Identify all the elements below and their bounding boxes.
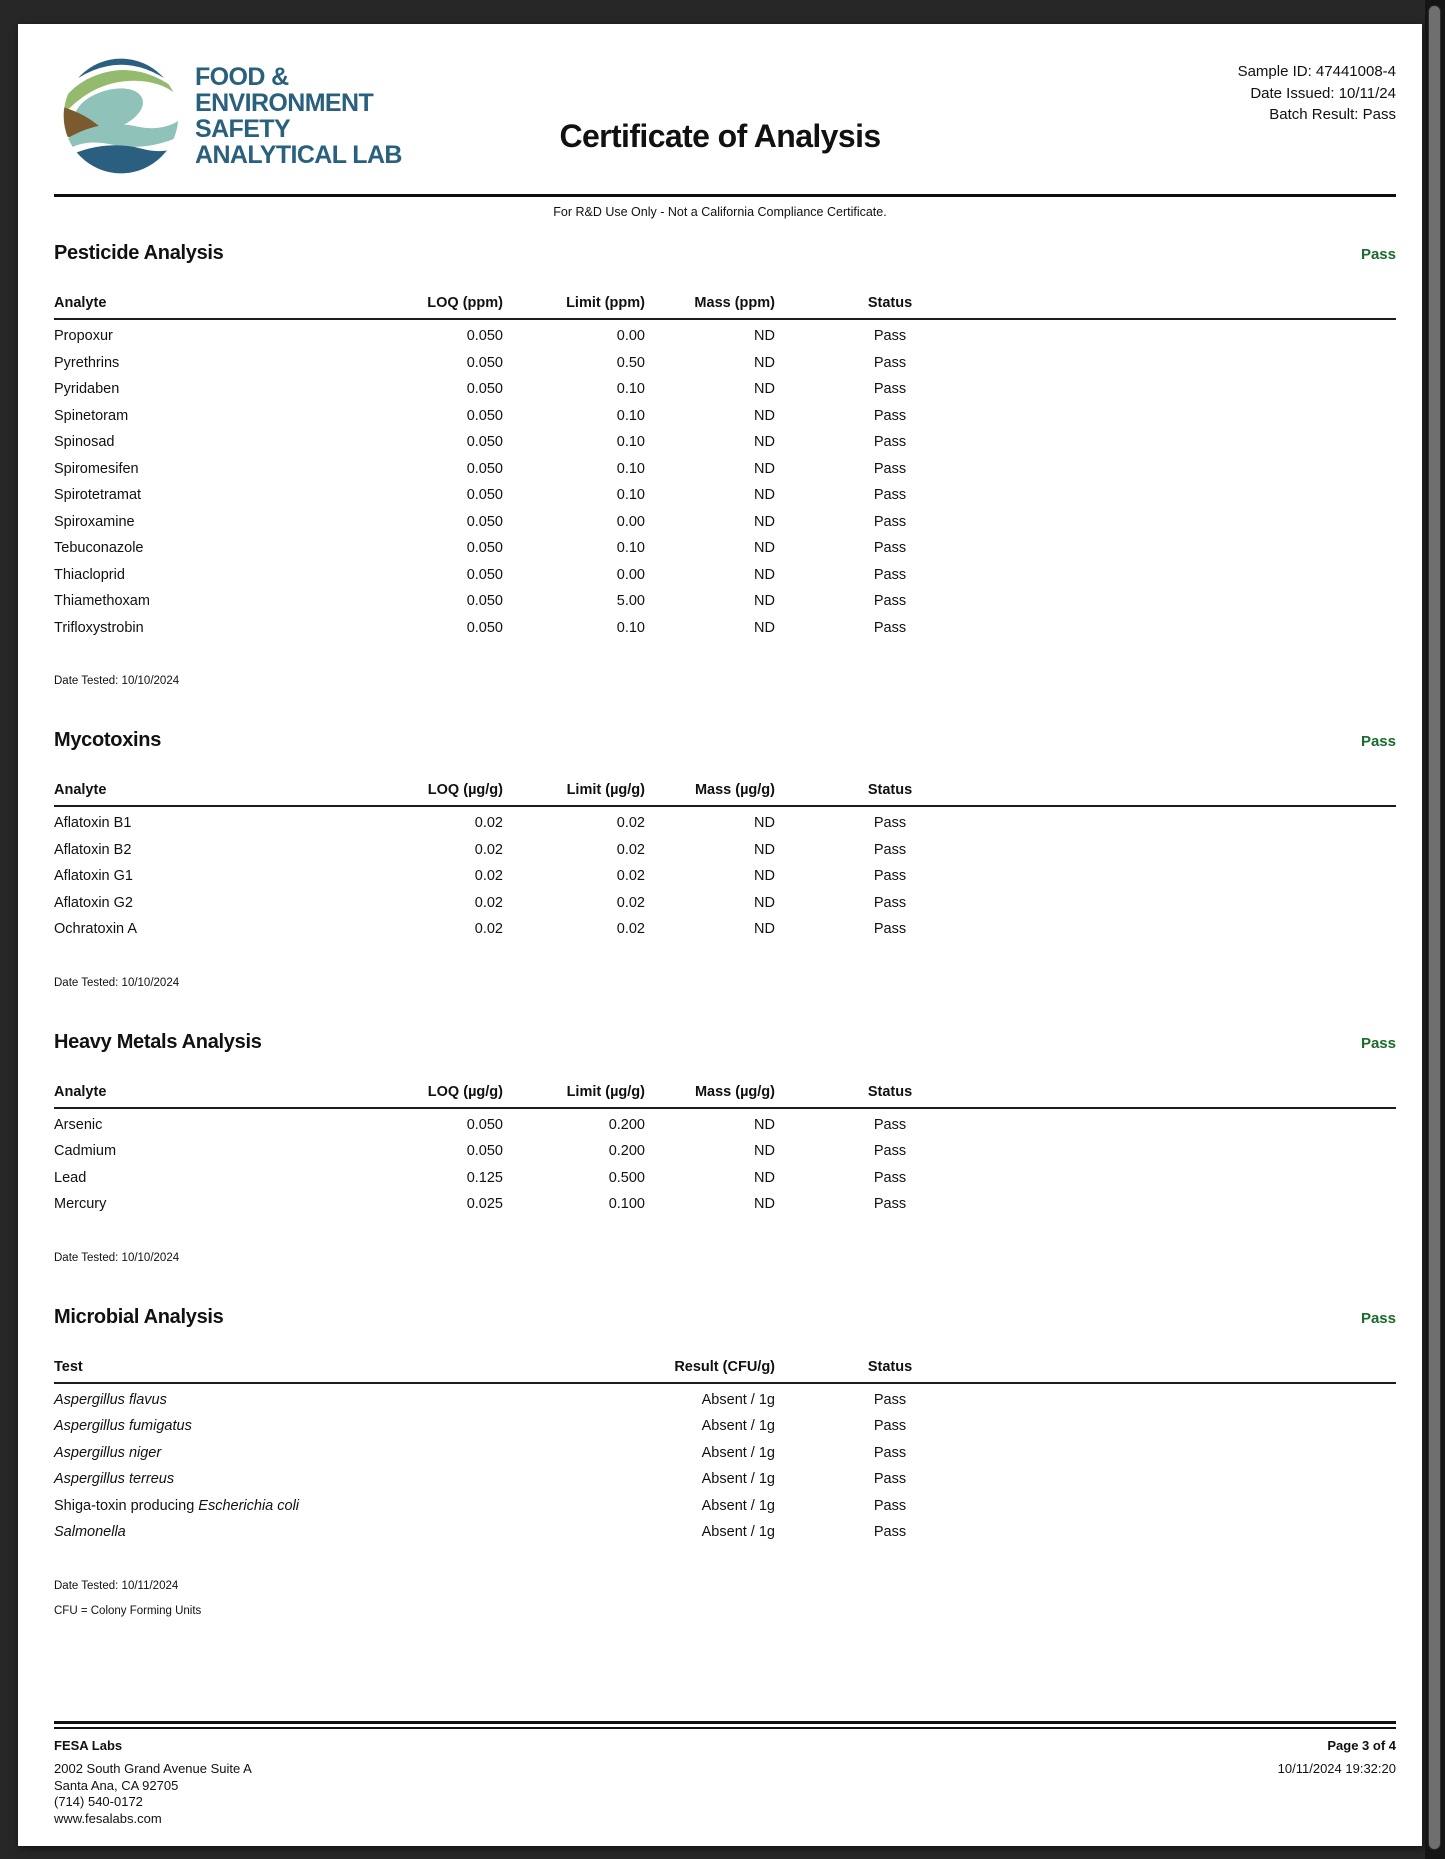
table-cell: Aspergillus flavus — [54, 1391, 167, 1408]
table-cell: 0.00 — [616, 513, 645, 530]
table-row — [54, 916, 1396, 943]
table-cell: 0.050 — [466, 460, 503, 477]
table-cell: Aspergillus fumigatus — [54, 1418, 192, 1435]
table-cell: 0.10 — [616, 407, 645, 424]
table-cell: Aflatoxin G2 — [54, 894, 133, 911]
table-cell: 0.050 — [466, 566, 503, 583]
section-status-badge: Pass — [1360, 246, 1396, 263]
table-row — [54, 1138, 1396, 1165]
table-cell: Pass — [873, 1524, 907, 1541]
microbial-table — [54, 1359, 1396, 1546]
table-cell: 0.10 — [616, 540, 645, 557]
lab-logo-icon — [60, 52, 182, 180]
section-title: Pesticide Analysis — [54, 242, 224, 264]
table-cell: Pass — [873, 921, 907, 938]
column-header: Mass (µg/g) — [694, 1083, 775, 1100]
table-cell: Pass — [873, 593, 907, 610]
section-title: Mycotoxins — [54, 729, 162, 751]
table-header-row — [54, 1359, 1396, 1384]
table-cell: Pass — [873, 1497, 907, 1514]
table-cell: Pass — [873, 487, 907, 504]
table-cell: 0.200 — [608, 1143, 645, 1160]
table-cell: Pass — [873, 1471, 907, 1488]
page-meta-block — [1278, 1738, 1396, 1827]
table-row — [54, 1191, 1396, 1218]
section-pesticide-analysis — [54, 242, 1396, 687]
table-cell: Propoxur — [54, 328, 113, 345]
table-cell: 5.00 — [616, 593, 645, 610]
table-cell: Aspergillus niger — [54, 1444, 162, 1461]
table-cell: ND — [754, 841, 775, 858]
table-cell: ND — [754, 815, 775, 832]
heavy-metals-table — [54, 1084, 1396, 1218]
table-cell: ND — [754, 921, 775, 938]
table-cell: 0.050 — [466, 513, 503, 530]
table-cell: Absent / 1g — [701, 1444, 775, 1461]
table-cell: Pass — [873, 841, 907, 858]
table-cell: Pass — [873, 460, 907, 477]
cfu-note: CFU = Colony Forming Units — [54, 1604, 202, 1617]
table-row — [54, 562, 1396, 589]
table-cell: 0.02 — [474, 841, 503, 858]
date-tested: Date Tested: 10/11/2024 — [54, 1579, 179, 1592]
table-cell: ND — [754, 619, 775, 636]
table-cell: Pass — [873, 619, 907, 636]
table-cell: Spinetoram — [54, 407, 129, 424]
lab-contact-block — [54, 1738, 252, 1827]
section-mycotoxins — [54, 729, 1396, 989]
column-header: Limit (µg/g) — [566, 782, 645, 798]
table-cell: Thiamethoxam — [54, 593, 150, 610]
table-cell: Pass — [873, 354, 907, 371]
table-cell: 0.02 — [474, 921, 503, 938]
page-number: Page 3 of 4 — [1327, 1738, 1396, 1753]
table-cell: 0.050 — [466, 328, 503, 345]
header-divider — [54, 194, 1396, 197]
table-header-row — [54, 782, 1396, 807]
table-row — [54, 376, 1396, 403]
table-cell: 0.02 — [616, 815, 645, 832]
table-cell: Pass — [873, 513, 907, 530]
date-tested: Date Tested: 10/10/2024 — [54, 675, 180, 687]
table-header-row — [54, 295, 1396, 320]
table-cell: 0.10 — [616, 434, 645, 451]
table-cell: 0.02 — [616, 921, 645, 938]
table-cell: Absent / 1g — [701, 1418, 775, 1435]
table-row — [54, 810, 1396, 837]
table-cell: ND — [754, 868, 775, 885]
table-cell: Shiga-toxin producing Escherichia coli — [54, 1497, 300, 1514]
column-header: LOQ (µg/g) — [427, 1083, 503, 1100]
table-cell: Pass — [873, 434, 907, 451]
column-header: Analyte — [54, 295, 107, 311]
table-row — [54, 535, 1396, 562]
table-cell: 0.100 — [608, 1196, 645, 1213]
date-issued: Date Issued: 10/11/24 — [1250, 84, 1396, 102]
table-cell: Absent / 1g — [701, 1524, 775, 1541]
table-cell: Absent / 1g — [701, 1391, 775, 1408]
lab-website: www.fesalabs.com — [54, 1810, 162, 1826]
table-cell: 0.02 — [474, 815, 503, 832]
viewer-scrollbar-track[interactable] — [1425, 0, 1445, 1859]
section-title: Microbial Analysis — [54, 1305, 224, 1328]
table-cell: Tebuconazole — [54, 540, 144, 557]
table-row — [54, 1413, 1396, 1440]
viewer-scrollbar-thumb[interactable] — [1428, 5, 1441, 1850]
table-cell: ND — [754, 407, 775, 424]
table-cell: 0.050 — [466, 619, 503, 636]
section-status-badge: Pass — [1360, 1309, 1396, 1327]
table-cell: Pass — [873, 894, 907, 911]
mycotoxins-table — [54, 782, 1396, 943]
table-cell: Spinosad — [54, 434, 115, 451]
column-header: LOQ (ppm) — [427, 295, 503, 311]
table-cell: ND — [754, 513, 775, 530]
column-header: Test — [54, 1358, 83, 1375]
table-cell: 0.050 — [466, 540, 503, 557]
column-header: Status — [867, 295, 913, 311]
table-cell: Salmonella — [54, 1524, 126, 1541]
table-cell: Aflatoxin B1 — [54, 815, 132, 832]
table-cell: Mercury — [54, 1196, 107, 1213]
table-cell: 0.050 — [466, 487, 503, 504]
table-cell: Cadmium — [54, 1143, 117, 1160]
table-row — [54, 1466, 1396, 1493]
document-page — [18, 24, 1422, 1846]
lab-logo — [60, 52, 402, 180]
table-cell: ND — [754, 1196, 775, 1213]
table-cell: ND — [754, 1143, 775, 1160]
table-cell: Pass — [873, 1143, 907, 1160]
sample-info — [1238, 61, 1396, 126]
table-cell: Arsenic — [54, 1116, 103, 1133]
table-cell: 0.10 — [616, 619, 645, 636]
table-cell: Pass — [873, 868, 907, 885]
table-cell: Spirotetramat — [54, 487, 142, 504]
column-header: Analyte — [54, 782, 107, 798]
table-cell: Aspergillus terreus — [54, 1471, 175, 1488]
column-header: Mass (µg/g) — [694, 782, 775, 798]
table-cell: 0.050 — [466, 593, 503, 610]
table-cell: Pass — [873, 1391, 907, 1408]
table-cell: Pass — [873, 407, 907, 424]
date-tested: Date Tested: 10/10/2024 — [54, 1251, 180, 1264]
table-cell: ND — [754, 381, 775, 398]
table-cell: 0.050 — [466, 434, 503, 451]
table-cell: ND — [754, 328, 775, 345]
table-cell: ND — [754, 894, 775, 911]
table-cell: Aflatoxin G1 — [54, 868, 133, 885]
table-cell: ND — [754, 434, 775, 451]
table-cell: 0.02 — [616, 841, 645, 858]
table-cell: Pass — [873, 1116, 907, 1133]
table-cell: 0.00 — [616, 566, 645, 583]
table-row — [54, 1519, 1396, 1546]
table-cell: ND — [754, 566, 775, 583]
table-cell: Pass — [873, 1444, 907, 1461]
table-cell: ND — [754, 1116, 775, 1133]
table-cell: 0.050 — [466, 407, 503, 424]
table-cell: 0.10 — [616, 381, 645, 398]
table-cell: 0.10 — [616, 487, 645, 504]
table-row — [54, 482, 1396, 509]
table-row — [54, 350, 1396, 377]
table-cell: Spiromesifen — [54, 460, 139, 477]
lab-company-name: FESA Labs — [54, 1738, 123, 1753]
table-cell: ND — [754, 354, 775, 371]
column-header: Status — [867, 1358, 913, 1375]
table-row — [54, 1387, 1396, 1414]
lab-name-line: ANALYTICAL LAB — [195, 141, 402, 169]
print-timestamp: 10/11/2024 19:32:20 — [1277, 1761, 1396, 1776]
table-row — [54, 588, 1396, 615]
table-row — [54, 509, 1396, 536]
table-header-row — [54, 1084, 1396, 1109]
table-cell: ND — [754, 460, 775, 477]
table-cell: Lead — [54, 1169, 87, 1186]
footer-divider — [54, 1721, 1396, 1729]
table-row — [54, 863, 1396, 890]
table-cell: Pyrethrins — [54, 354, 120, 371]
table-row — [54, 837, 1396, 864]
table-cell: Trifloxystrobin — [54, 619, 144, 636]
section-title: Heavy Metals Analysis — [54, 1030, 262, 1053]
table-cell: ND — [754, 540, 775, 557]
table-row — [54, 429, 1396, 456]
column-header: Limit (ppm) — [566, 295, 645, 311]
table-cell: 0.050 — [466, 354, 503, 371]
section-status-badge: Pass — [1360, 733, 1396, 750]
table-cell: Pyridaben — [54, 381, 120, 398]
table-row — [54, 456, 1396, 483]
lab-address-line: 2002 South Grand Avenue Suite A — [54, 1761, 252, 1776]
table-cell: 0.050 — [466, 1116, 503, 1133]
section-heavy-metals — [54, 1031, 1396, 1264]
table-row — [54, 1440, 1396, 1467]
section-status-badge: Pass — [1360, 1034, 1396, 1052]
table-cell: 0.200 — [608, 1116, 645, 1133]
table-cell: Ochratoxin A — [54, 921, 138, 938]
table-row — [54, 1493, 1396, 1520]
table-cell: Pass — [873, 1418, 907, 1435]
pesticide-table — [54, 295, 1396, 641]
table-cell: 0.050 — [466, 381, 503, 398]
column-header: Analyte — [54, 1083, 107, 1100]
lab-name-line: ENVIRONMENT — [195, 89, 374, 117]
table-cell: Absent / 1g — [701, 1497, 775, 1514]
table-cell: ND — [754, 1169, 775, 1186]
disclaimer-text: For R&D Use Only - Not a California Compliance Certificate. — [553, 205, 887, 219]
date-tested: Date Tested: 10/10/2024 — [54, 976, 180, 989]
table-cell: Pass — [873, 815, 907, 832]
table-cell: 0.125 — [466, 1169, 503, 1186]
table-cell: 0.00 — [616, 328, 645, 345]
table-cell: ND — [754, 593, 775, 610]
table-cell: Pass — [873, 540, 907, 557]
table-cell: 0.025 — [466, 1196, 503, 1213]
table-cell: 0.500 — [608, 1169, 645, 1186]
lab-address-line: Santa Ana, CA 92705 — [54, 1777, 179, 1793]
table-cell: Spiroxamine — [54, 513, 135, 530]
table-cell: Absent / 1g — [701, 1471, 775, 1488]
table-row — [54, 1112, 1396, 1139]
lab-phone: (714) 540-0172 — [54, 1794, 143, 1809]
page-footer — [54, 1721, 1396, 1827]
document-title: Certificate of Analysis — [559, 118, 881, 154]
table-cell: Thiacloprid — [54, 566, 125, 583]
table-cell: 0.02 — [616, 868, 645, 885]
table-cell: 0.050 — [466, 1143, 503, 1160]
sample-id: Sample ID: 47441008-4 — [1237, 63, 1396, 80]
column-header: Result (CFU/g) — [674, 1358, 775, 1375]
table-cell: 0.02 — [474, 894, 503, 911]
table-cell: 0.02 — [616, 894, 645, 911]
table-cell: ND — [754, 487, 775, 504]
table-row — [54, 890, 1396, 917]
table-cell: Pass — [873, 1196, 907, 1213]
lab-name-line: SAFETY — [195, 115, 291, 143]
table-cell: Pass — [873, 328, 907, 345]
table-cell: 0.50 — [616, 354, 645, 371]
column-header: LOQ (µg/g) — [427, 782, 503, 798]
batch-result: Batch Result: Pass — [1269, 106, 1396, 123]
table-cell: 0.10 — [616, 460, 645, 477]
table-row — [54, 1165, 1396, 1192]
table-row — [54, 403, 1396, 430]
lab-name-line: FOOD & — [195, 63, 289, 91]
column-header: Limit (µg/g) — [566, 1083, 645, 1100]
column-header: Status — [867, 1083, 913, 1100]
table-row — [54, 615, 1396, 642]
table-cell: Pass — [873, 381, 907, 398]
table-cell: Pass — [873, 566, 907, 583]
table-row — [54, 323, 1396, 350]
column-header: Mass (ppm) — [694, 295, 775, 311]
report-body — [54, 234, 1396, 1617]
section-microbial-analysis — [54, 1306, 1396, 1617]
table-cell: Pass — [873, 1169, 907, 1186]
column-header: Status — [867, 782, 913, 798]
table-cell: Aflatoxin B2 — [54, 841, 132, 858]
table-cell: 0.02 — [474, 868, 503, 885]
